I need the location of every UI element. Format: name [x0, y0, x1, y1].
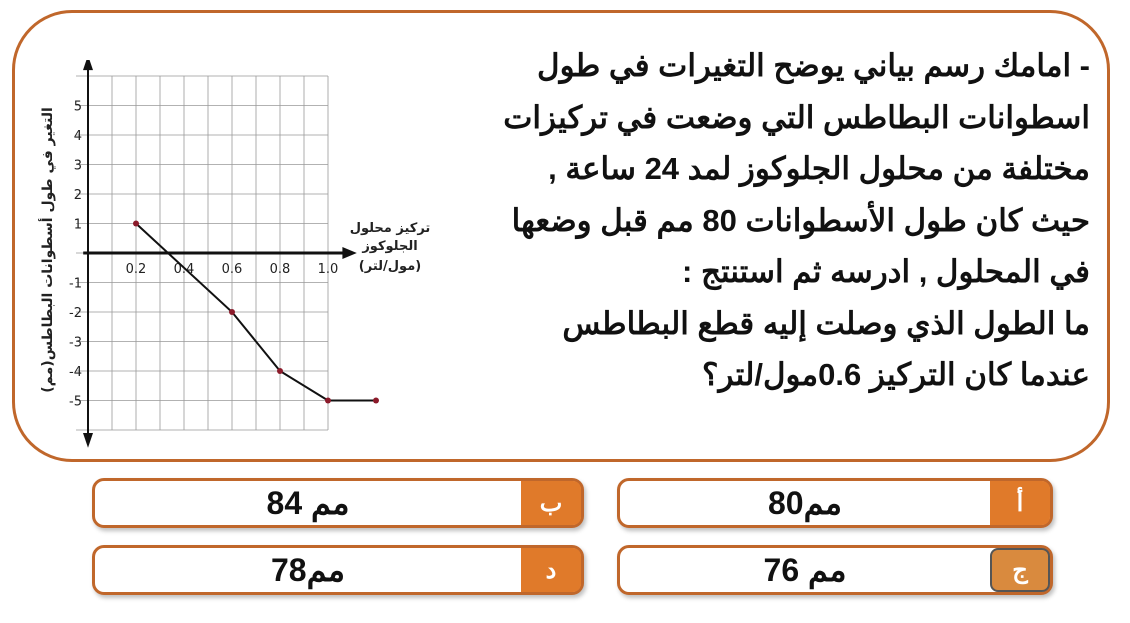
- y-tick-label: -1: [69, 276, 82, 292]
- data-point: [325, 398, 331, 404]
- y-axis-arrow-up: [83, 60, 93, 70]
- option-c-value: 76 مم: [763, 552, 847, 588]
- y-tick-label: 2: [73, 188, 82, 203]
- option-c[interactable]: [617, 545, 1053, 595]
- x-axis-arrow: [342, 247, 356, 259]
- y-tick-label: -3: [69, 335, 82, 351]
- question-line: حيث كان طول الأسطوانات 80 مم قبل وضعها: [511, 202, 1090, 238]
- x-tick-label: 0.6: [221, 262, 243, 277]
- x-axis-label: تركيز محلول: [349, 221, 430, 236]
- question-text: [430, 40, 1090, 401]
- option-b[interactable]: [92, 478, 584, 528]
- option-a[interactable]: [617, 478, 1053, 528]
- y-axis-arrow-down: [83, 433, 93, 448]
- y-tick-label: 3: [73, 158, 82, 174]
- x-axis-label: الجلوكوز: [362, 239, 418, 254]
- x-tick-label: 0.8: [269, 262, 291, 277]
- chart-axes: [83, 60, 357, 448]
- y-tick-label: 5: [73, 99, 82, 115]
- question-line: في المحلول , ادرسه ثم استنتج :: [682, 254, 1090, 289]
- y-tick-label: -2: [69, 306, 82, 321]
- chart: [30, 60, 430, 450]
- x-axis-label: (مول/لتر): [358, 259, 422, 274]
- option-a-value: 80مم: [767, 485, 843, 521]
- option-d-letter: د: [521, 548, 581, 592]
- y-tick-label: 1: [73, 217, 82, 233]
- question-line: اسطوانات البطاطس التي وضعت في تركيزات: [503, 99, 1090, 135]
- x-tick-label: 0.4: [173, 262, 195, 277]
- option-d-value: 78مم: [270, 552, 346, 588]
- data-point: [373, 398, 379, 404]
- data-point: [133, 221, 139, 227]
- data-point: [229, 309, 235, 315]
- option-d[interactable]: [92, 545, 584, 595]
- x-tick-label: 0.2: [125, 262, 147, 277]
- y-axis-label: التغير في طول أسطوانات البطاطس(مم): [40, 107, 56, 393]
- option-a-letter: أ: [990, 481, 1050, 525]
- data-point: [277, 368, 283, 374]
- y-tick-label: -5: [69, 394, 82, 410]
- y-tick-label: 4: [73, 129, 82, 144]
- x-tick-label: 1.0: [317, 262, 339, 277]
- question-line: عندما كان التركيز 0.6مول/لتر؟: [702, 357, 1090, 392]
- y-tick-label: -4: [69, 365, 82, 380]
- option-b-value: 84 مم: [266, 485, 350, 521]
- option-b-letter: ب: [521, 481, 581, 525]
- question-line: مختلفة من محلول الجلوكوز لمد 24 ساعة ,: [548, 151, 1090, 186]
- question-line: ما الطول الذي وصلت إليه قطع البطاطس: [562, 305, 1090, 341]
- question-line: - امامك رسم بياني يوضح التغيرات في طول: [537, 48, 1090, 83]
- option-c-letter: ج: [990, 548, 1050, 592]
